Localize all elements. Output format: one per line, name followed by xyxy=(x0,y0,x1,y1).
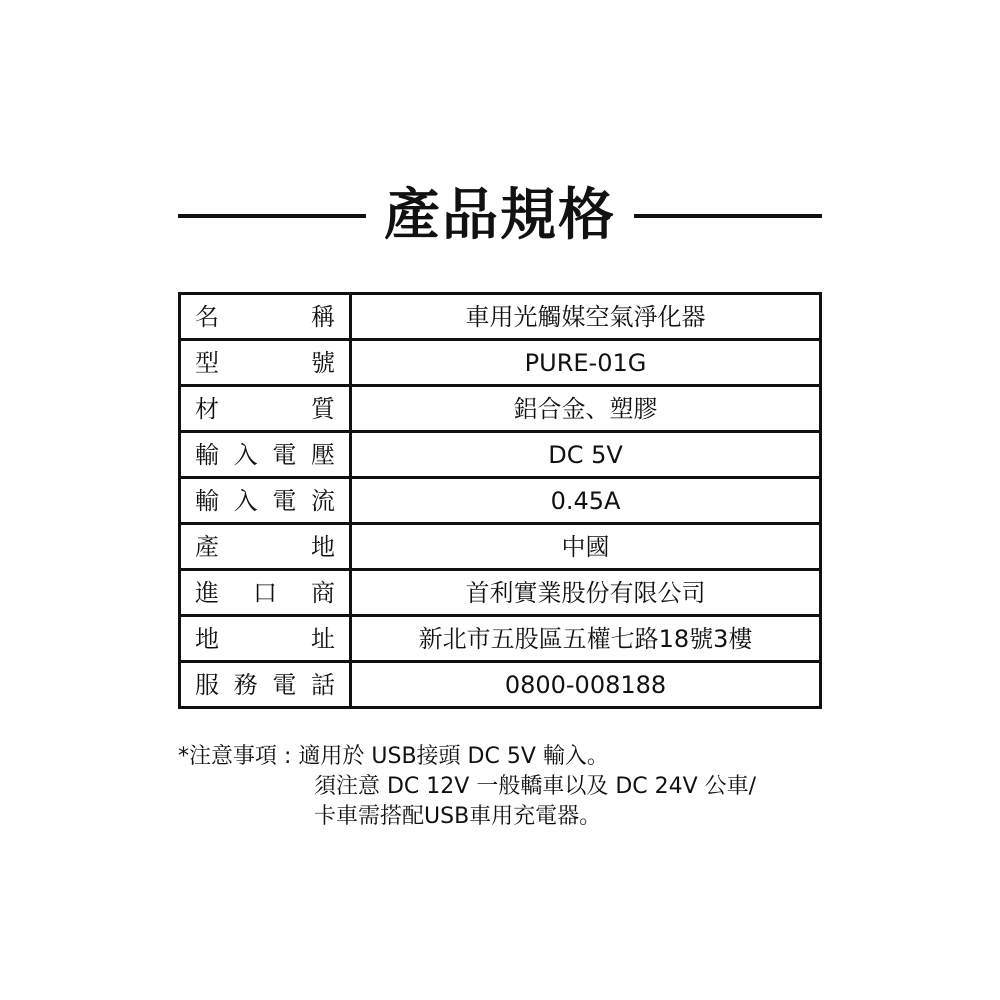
spec-value: 首利實業股份有限公司 xyxy=(351,570,821,616)
spec-value: PURE-01G xyxy=(351,340,821,386)
table-row xyxy=(180,386,821,432)
notice-label: *注意事項 : xyxy=(178,744,299,769)
spec-value: 鋁合金、塑膠 xyxy=(351,386,821,432)
title-right-rule xyxy=(634,214,822,218)
notice-line-3: 卡車需搭配USB車用充電器。 xyxy=(314,804,602,829)
spec-value: 0.45A xyxy=(351,478,821,524)
title-left-rule xyxy=(178,214,366,218)
spec-label: 輸入電壓 xyxy=(180,432,351,478)
spec-value: 中國 xyxy=(351,524,821,570)
spec-label: 輸入電流 xyxy=(180,478,351,524)
spec-label: 名 稱 xyxy=(180,294,351,340)
table-row xyxy=(180,478,821,524)
table-row xyxy=(180,662,821,708)
table-row xyxy=(180,432,821,478)
title-row xyxy=(178,180,822,252)
spec-label: 產 地 xyxy=(180,524,351,570)
spec-value: 0800-008188 xyxy=(351,662,821,708)
table-row xyxy=(180,570,821,616)
spec-label: 服務電話 xyxy=(180,662,351,708)
spec-label: 材 質 xyxy=(180,386,351,432)
page-title: 產品規格 xyxy=(384,183,616,248)
notice-line-2: 須注意 DC 12V 一般轎車以及 DC 24V 公車/ xyxy=(314,774,757,799)
notice-first-line xyxy=(178,742,838,772)
table-row xyxy=(180,294,821,340)
notice-line-1: 適用於 USB接頭 DC 5V 輸入。 xyxy=(298,744,609,769)
table-row xyxy=(180,524,821,570)
table-row xyxy=(180,340,821,386)
spec-table xyxy=(178,292,822,709)
spec-label: 型 號 xyxy=(180,340,351,386)
spec-value: 車用光觸媒空氣淨化器 xyxy=(351,294,821,340)
spec-value: 新北市五股區五權七路18號3樓 xyxy=(351,616,821,662)
spec-label: 地 址 xyxy=(180,616,351,662)
spec-label: 進口商 xyxy=(180,570,351,616)
spec-value: DC 5V xyxy=(351,432,821,478)
table-row xyxy=(180,616,821,662)
notice-block xyxy=(178,742,838,832)
